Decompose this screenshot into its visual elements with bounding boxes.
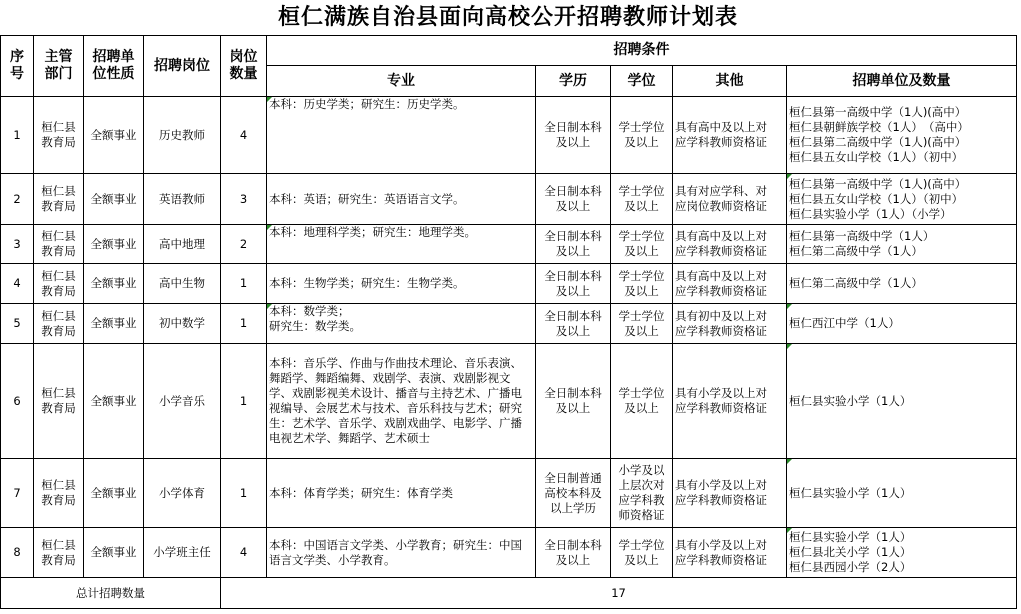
degree-cell: 学士学位 及以上 bbox=[611, 97, 673, 174]
degree-cell: 学士学位 及以上 bbox=[611, 344, 673, 459]
schools-cell: 桓仁县第一高级中学（1人)(高中） 桓仁县朝鲜族学校（1人） （高中） 桓仁县第二高级中学（1人)(高中） 桓仁县五女山学校（1人）（初中） bbox=[787, 97, 1017, 174]
position-cell: 小学体育 bbox=[144, 459, 221, 528]
position-cell: 历史教师 bbox=[144, 97, 221, 174]
unit-type-cell: 全额事业 bbox=[84, 97, 144, 174]
major-cell: 本科：音乐学、作曲与作曲技术理论、音乐表演、舞蹈学、舞蹈编舞、戏剧学、表演、戏剧影视文学、戏剧影视美术设计、播音与主持艺术、广播电视编导、会展艺术与技术、音乐科技与艺术；研究生：艺术学、音乐学、戏剧戏曲学、电影学、广播电视艺术学、舞蹈学、艺术硕士 bbox=[267, 344, 536, 459]
header-seq: 序 号 bbox=[1, 36, 34, 97]
seq-cell: 3 bbox=[1, 225, 34, 264]
seq-cell: 1 bbox=[1, 97, 34, 174]
education-cell: 全日制本科 及以上 bbox=[536, 528, 611, 578]
dept-cell: 桓仁县 教育局 bbox=[34, 459, 84, 528]
page-title: 桓仁满族自治县面向高校公开招聘教师计划表 bbox=[277, 5, 738, 30]
major-cell: 本科：生物学类；研究生：生物学类。 bbox=[267, 264, 536, 304]
degree-cell: 学士学位 及以上 bbox=[611, 528, 673, 578]
schools-cell: 桓仁县实验小学（1人） bbox=[787, 344, 1017, 459]
table-row bbox=[1, 174, 1017, 225]
table-row bbox=[1, 304, 1017, 344]
schools-cell: 桓仁县实验小学（1人） bbox=[787, 459, 1017, 528]
unit-type-cell: 全额事业 bbox=[84, 304, 144, 344]
header-unit-type: 招聘单 位性质 bbox=[84, 36, 144, 97]
education-cell: 全日制本科 及以上 bbox=[536, 225, 611, 264]
header-schools: 招聘单位及数量 bbox=[787, 66, 1017, 97]
header-degree: 学位 bbox=[611, 66, 673, 97]
recruitment-table bbox=[0, 35, 1017, 609]
degree-cell: 小学及以 上层次对 应学科教 师资格证 bbox=[611, 459, 673, 528]
schools-cell: 桓仁县第一高级中学（1人） 桓仁第二高级中学（1人） bbox=[787, 225, 1017, 264]
count-cell: 1 bbox=[221, 344, 267, 459]
schools-cell: 桓仁西江中学（1人） bbox=[787, 304, 1017, 344]
other-cell: 具有高中及以上对 应学科教师资格证 bbox=[673, 97, 787, 174]
other-cell: 具有小学及以上对 应学科教师资格证 bbox=[673, 344, 787, 459]
education-cell: 全日制本科 及以上 bbox=[536, 304, 611, 344]
schools-cell: 桓仁第二高级中学（1人） bbox=[787, 264, 1017, 304]
count-cell: 1 bbox=[221, 304, 267, 344]
schools-cell: 桓仁县第一高级中学（1人)(高中） 桓仁县五女山学校（1人）（初中） 桓仁县实验小学（1人）（小学） bbox=[787, 174, 1017, 225]
education-cell: 全日制本科 及以上 bbox=[536, 174, 611, 225]
seq-cell: 6 bbox=[1, 344, 34, 459]
dept-cell: 桓仁县 教育局 bbox=[34, 264, 84, 304]
education-cell: 全日制普通 高校本科及 以上学历 bbox=[536, 459, 611, 528]
table-row bbox=[1, 344, 1017, 459]
major-cell: 本科：数学类； 研究生：数学类。 bbox=[267, 304, 536, 344]
unit-type-cell: 全额事业 bbox=[84, 264, 144, 304]
position-cell: 小学班主任 bbox=[144, 528, 221, 578]
education-cell: 全日制本科 及以上 bbox=[536, 344, 611, 459]
header-major: 专业 bbox=[267, 66, 536, 97]
seq-cell: 5 bbox=[1, 304, 34, 344]
position-cell: 初中数学 bbox=[144, 304, 221, 344]
header-dept: 主管 部门 bbox=[34, 36, 84, 97]
count-cell: 2 bbox=[221, 225, 267, 264]
count-cell: 3 bbox=[221, 174, 267, 225]
count-cell: 1 bbox=[221, 459, 267, 528]
degree-cell: 学士学位 及以上 bbox=[611, 264, 673, 304]
degree-cell: 学士学位 及以上 bbox=[611, 304, 673, 344]
major-cell: 本科：英语；研究生：英语语言文学。 bbox=[267, 174, 536, 225]
header-other: 其他 bbox=[673, 66, 787, 97]
other-cell: 具有高中及以上对 应学科教师资格证 bbox=[673, 225, 787, 264]
unit-type-cell: 全额事业 bbox=[84, 225, 144, 264]
unit-type-cell: 全额事业 bbox=[84, 528, 144, 578]
other-cell: 具有对应学科、对 应岗位教师资格证 bbox=[673, 174, 787, 225]
other-cell: 具有高中及以上对 应学科教师资格证 bbox=[673, 264, 787, 304]
dept-cell: 桓仁县 教育局 bbox=[34, 528, 84, 578]
position-cell: 高中地理 bbox=[144, 225, 221, 264]
major-cell: 本科：中国语言文学类、小学教育；研究生：中国语言文学类、小学教育。 bbox=[267, 528, 536, 578]
count-cell: 4 bbox=[221, 97, 267, 174]
dept-cell: 桓仁县 教育局 bbox=[34, 174, 84, 225]
table-row bbox=[1, 97, 1017, 174]
dept-cell: 桓仁县 教育局 bbox=[34, 97, 84, 174]
education-cell: 全日制本科 及以上 bbox=[536, 97, 611, 174]
unit-type-cell: 全额事业 bbox=[84, 344, 144, 459]
table-row bbox=[1, 225, 1017, 264]
table-row bbox=[1, 264, 1017, 304]
header-conditions: 招聘条件 bbox=[267, 36, 1017, 66]
position-cell: 英语教师 bbox=[144, 174, 221, 225]
dept-cell: 桓仁县 教育局 bbox=[34, 304, 84, 344]
major-cell: 本科：历史学类；研究生：历史学类。 bbox=[267, 97, 536, 174]
education-cell: 全日制本科 及以上 bbox=[536, 264, 611, 304]
seq-cell: 2 bbox=[1, 174, 34, 225]
seq-cell: 8 bbox=[1, 528, 34, 578]
degree-cell: 学士学位 及以上 bbox=[611, 174, 673, 225]
header-position: 招聘岗位 bbox=[144, 36, 221, 97]
other-cell: 具有小学及以上对 应学科教师资格证 bbox=[673, 528, 787, 578]
total-value: 17 bbox=[221, 578, 1017, 609]
seq-cell: 4 bbox=[1, 264, 34, 304]
total-label: 总计招聘数量 bbox=[1, 578, 221, 609]
position-cell: 小学音乐 bbox=[144, 344, 221, 459]
seq-cell: 7 bbox=[1, 459, 34, 528]
table-row bbox=[1, 528, 1017, 578]
dept-cell: 桓仁县 教育局 bbox=[34, 225, 84, 264]
dept-cell: 桓仁县 教育局 bbox=[34, 344, 84, 459]
count-cell: 1 bbox=[221, 264, 267, 304]
major-cell: 本科：地理科学类；研究生：地理学类。 bbox=[267, 225, 536, 264]
count-cell: 4 bbox=[221, 528, 267, 578]
header-education: 学历 bbox=[536, 66, 611, 97]
unit-type-cell: 全额事业 bbox=[84, 459, 144, 528]
unit-type-cell: 全额事业 bbox=[84, 174, 144, 225]
position-cell: 高中生物 bbox=[144, 264, 221, 304]
degree-cell: 学士学位 及以上 bbox=[611, 225, 673, 264]
schools-cell: 桓仁县实验小学（1人） 桓仁县北关小学（1人） 桓仁县西园小学（2人） bbox=[787, 528, 1017, 578]
other-cell: 具有小学及以上对 应学科教师资格证 bbox=[673, 459, 787, 528]
header-count: 岗位 数量 bbox=[221, 36, 267, 97]
major-cell: 本科：体育学类；研究生：体育学类 bbox=[267, 459, 536, 528]
table-row bbox=[1, 459, 1017, 528]
other-cell: 具有初中及以上对 应学科教师资格证 bbox=[673, 304, 787, 344]
